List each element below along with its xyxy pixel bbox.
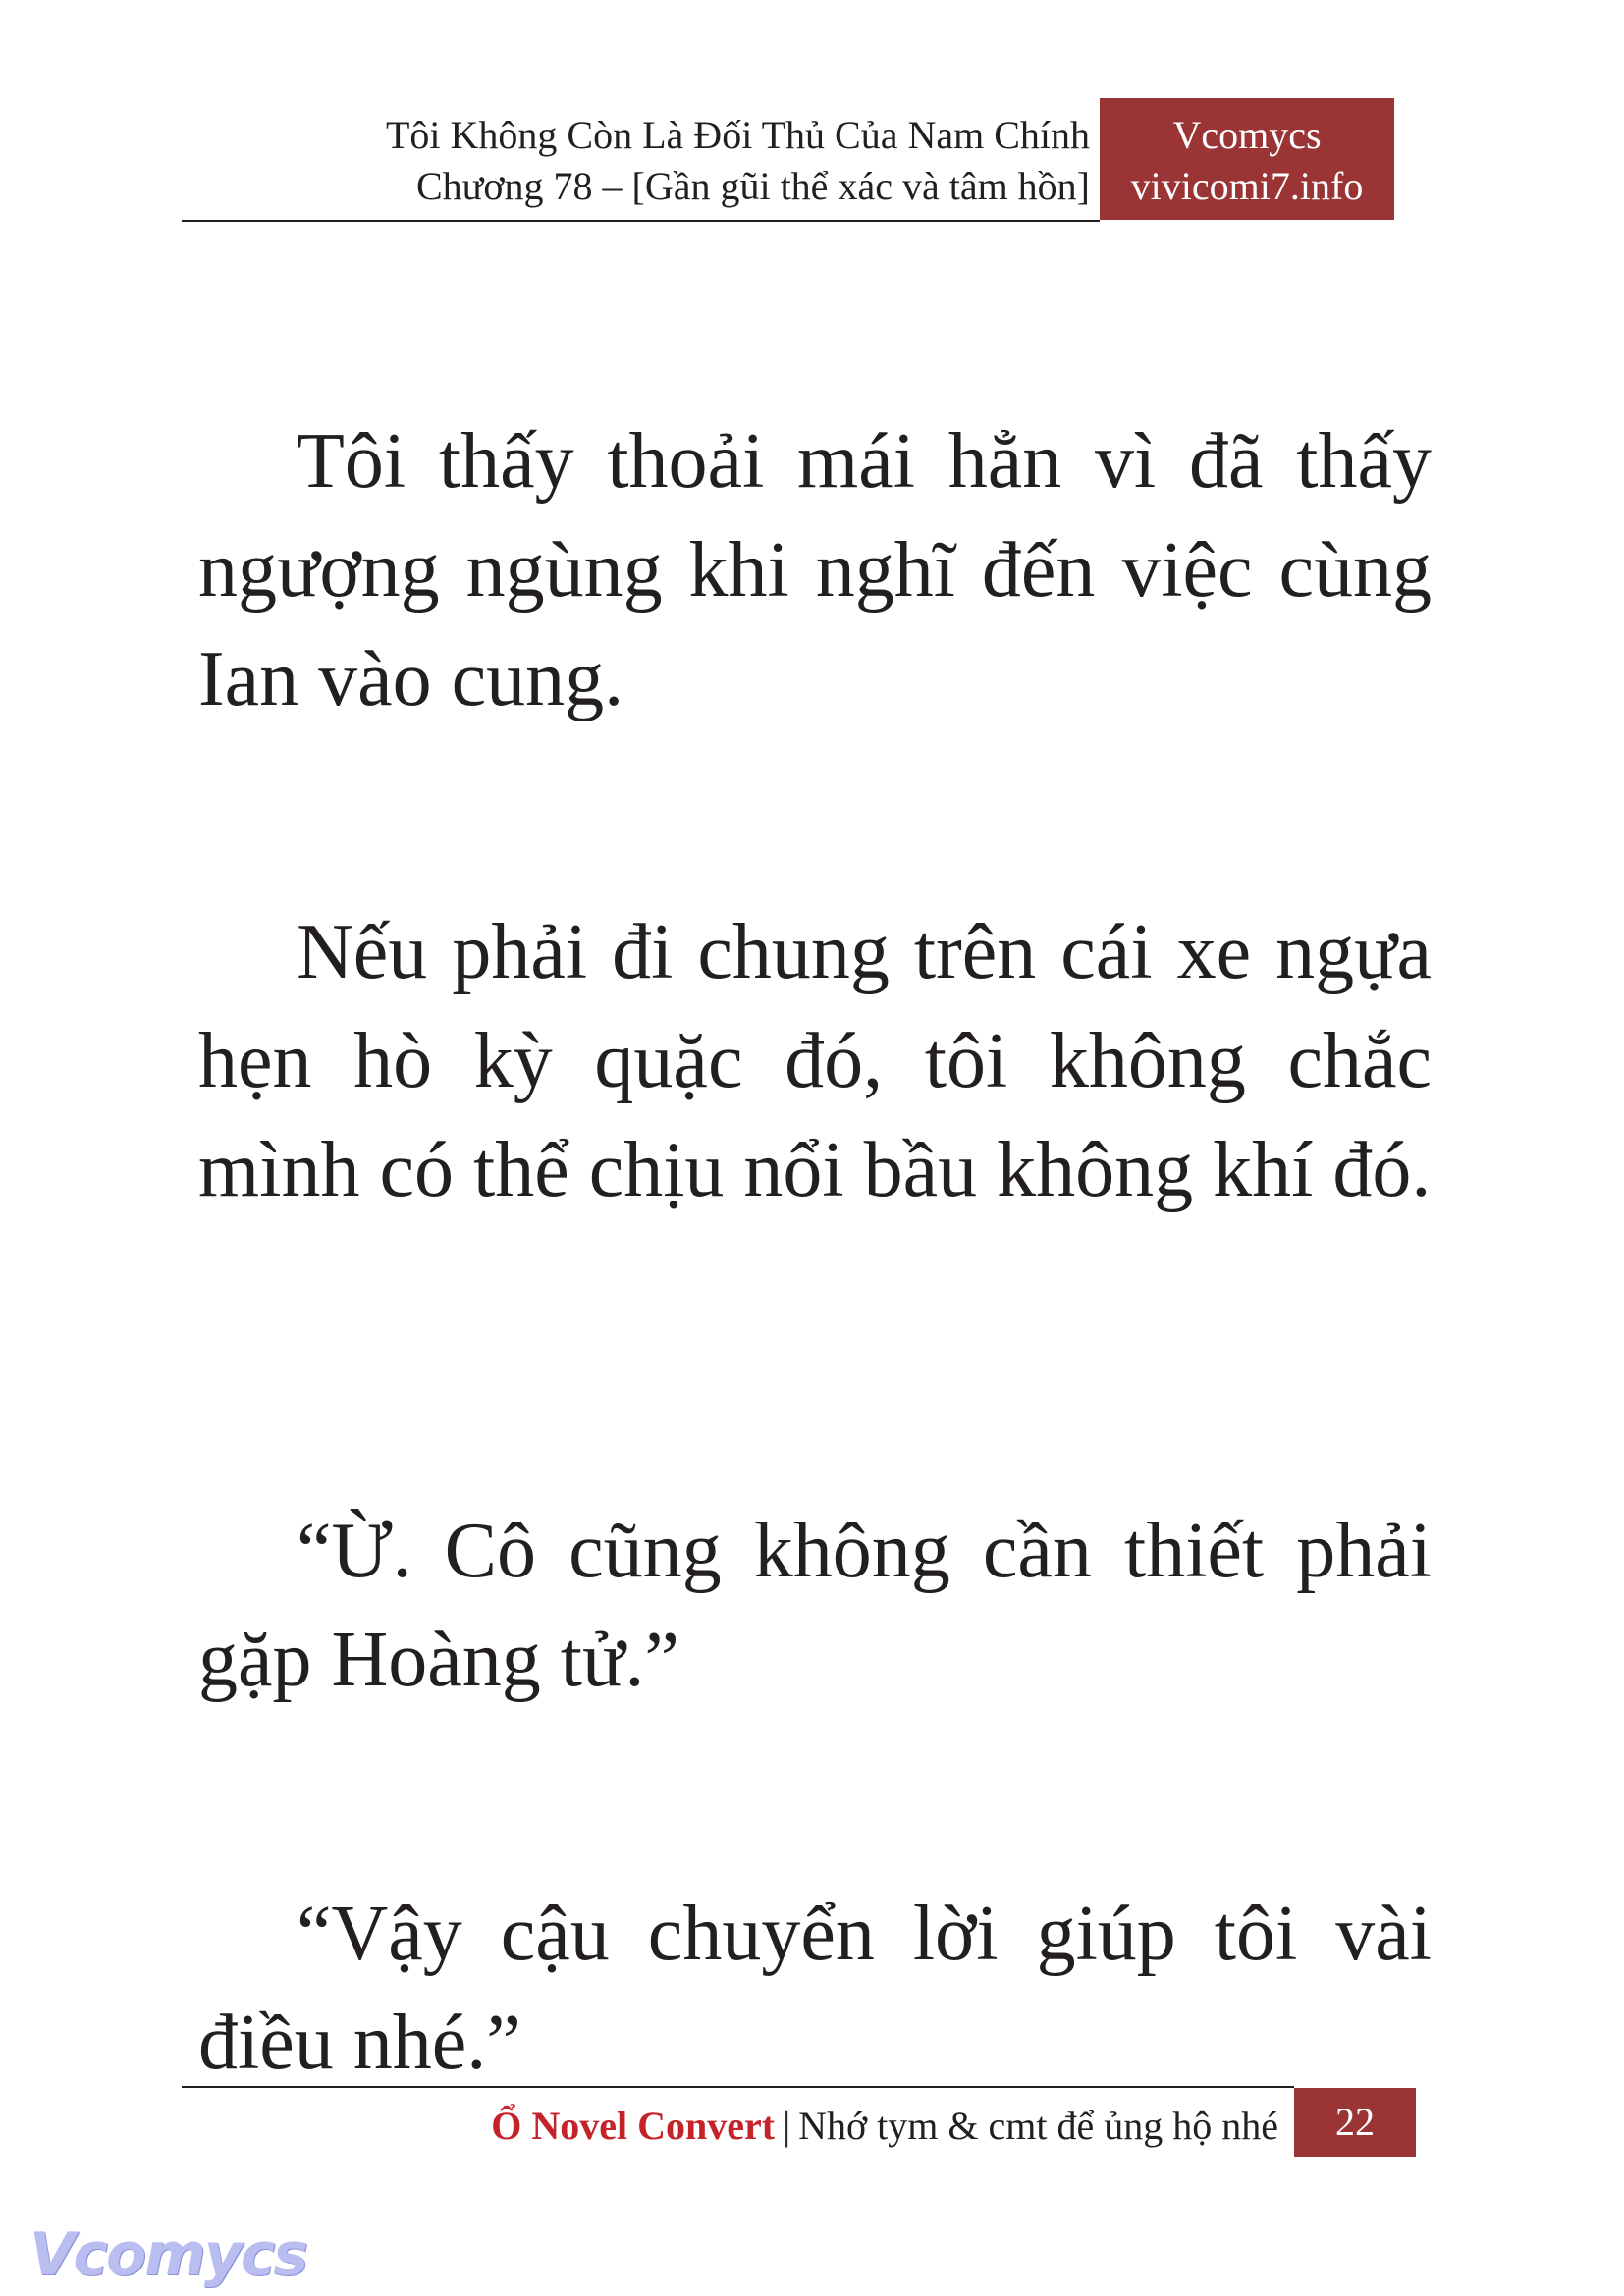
page-number: 22 <box>1294 2088 1416 2157</box>
page-header <box>182 98 1394 220</box>
header-divider <box>182 220 1100 222</box>
paragraph-3 <box>198 1497 1432 1715</box>
paragraph-4 <box>198 1880 1432 2098</box>
paragraph-text: Tôi thấy thoải mái hẳn vì đã thấy ngượng ngùng khi nghĩ đến việc cùng Ian vào cung. <box>198 418 1432 722</box>
paragraph-1 <box>198 407 1432 734</box>
chapter-title: Chương 78 – [Gần gũi thể xác và tâm hồn] <box>415 164 1090 208</box>
site-badge <box>1100 98 1394 220</box>
site-name: Vcomycs <box>1172 113 1322 157</box>
paragraph-text: Nếu phải đi chung trên cái xe ngựa hẹn hò kỳ quặc đó, tôi không chắc mình có thể chịu nổi bầu không khí đó. <box>198 909 1432 1213</box>
footer-divider <box>182 2086 1294 2088</box>
paragraph-text: “Vậy cậu chuyển lời giúp tôi vài điều nhé.” <box>198 1891 1432 2086</box>
vcomycs-watermark-logo: Vcomycs <box>29 2220 307 2289</box>
header-titles <box>386 110 1090 212</box>
paragraph-2 <box>198 898 1432 1225</box>
footer-brand: Ổ Novel Convert <box>491 2104 776 2148</box>
page-footer <box>491 2101 1278 2152</box>
footer-separator: | <box>783 2104 791 2148</box>
book-title: Tôi Không Còn Là Đối Thủ Của Nam Chính <box>386 113 1090 157</box>
footer-note: Nhớ tym & cmt để ủng hộ nhé <box>798 2104 1278 2148</box>
site-url: vivicomi7.info <box>1130 164 1364 208</box>
paragraph-text: “Ừ. Cô cũng không cần thiết phải gặp Hoàng tử.” <box>198 1508 1432 1703</box>
